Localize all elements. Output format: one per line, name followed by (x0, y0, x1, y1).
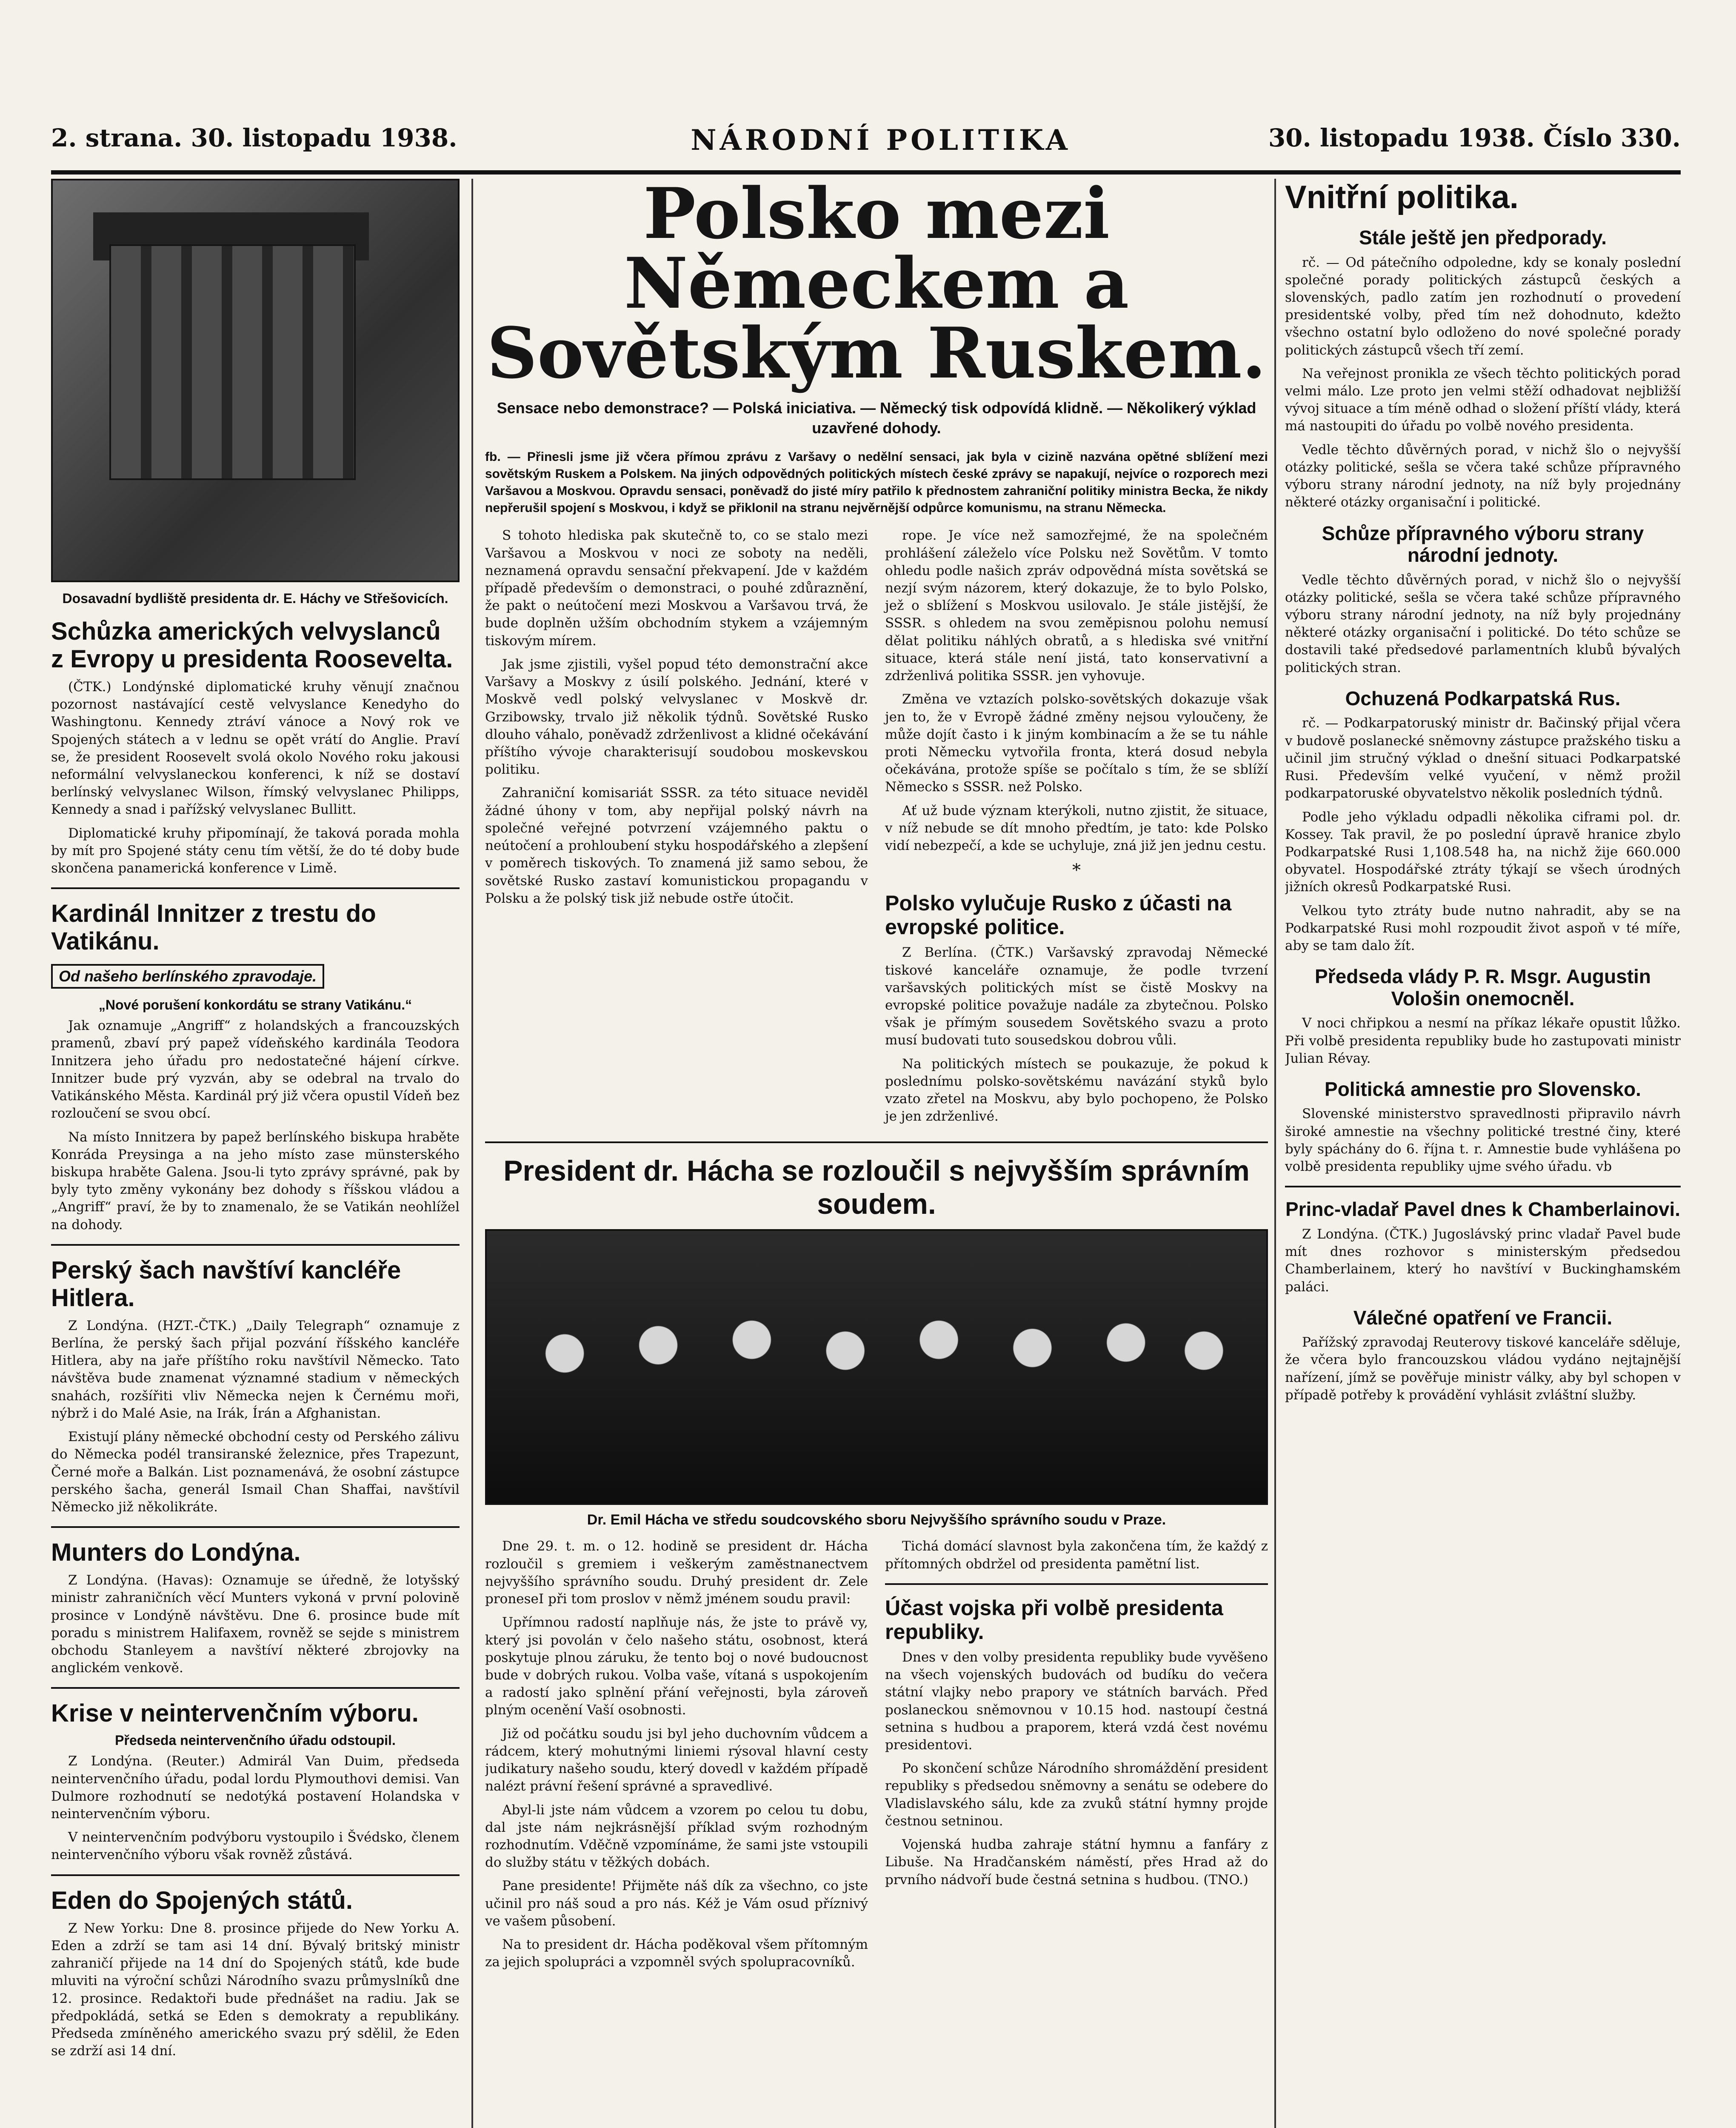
court-group-photo (485, 1229, 1268, 1505)
article-title: President dr. Hácha se rozloučil s nejvyšším správním soudem. (503, 1155, 1250, 1221)
lead-paragraph: fb. — Přinesli jsme již včera přímou zprávu z Varšavy o nedělní sensaci, jak byla v cizině nazvána opětné sblížení mezi sovětským Ruskem a Polskem. Na jiných odpovědných politických místech české zprávy se napakují, nejvíce o rozporech mezi Varšavou a Moskvou. Opravdu sensaci, poněvadž do jisté míry patřilo k přednostem zahraniční politiky ministra Becka, že nikdy nepřerušil spojení s Moskvou, i když se přiklonil na stranu nejvěrnější odpůrce komunismu, na stranu Německa. (485, 449, 1268, 515)
article-title: Stále ještě jen předporady. (1359, 226, 1607, 249)
divider (51, 1244, 460, 1246)
right-column (1285, 179, 1681, 2128)
residence-photo (51, 179, 460, 582)
article-text: Ať už bude význam kterýkoli, nutno zjistit, že situace, v níž nebude se dít mnoho předtím, je tato: kde Polsko vidí nebezpečí, a kde se uchyluje, zná již jen jednu cestu. (885, 803, 1268, 854)
left-column (51, 179, 460, 2128)
article-title: Předseda vlády P. R. Msgr. Augustin Vološin onemocněl. (1315, 965, 1651, 1010)
article-text: Abyl-li jste nám vůdcem a vzorem po celou tu dobu, dal jste nám nejkrásnější příklad svým rozhodným rozhodnutím. Vděčně vzpomínáme, že sami jste vstoupili do služby státu v těžkých dobách. (485, 1802, 868, 1871)
article-title: Válečné opatření ve Francii. (1353, 1306, 1613, 1329)
article-text: Podle jeho výkladu odpadli několika ciframi pol. dr. Kossey. Tak pravil, že po poslední úpravě hranice zbylo Podkarpatské Rusi 1,108.548 ha, na nichž žije 660.000 obyvatel. Hospodářské ztráty týkají se všech úrodných jižních okresů Podkarpatské Rusi. (1285, 809, 1681, 895)
column-rule (471, 179, 473, 2128)
divider (885, 1583, 1268, 1585)
lead-subheadline: Sensace nebo demonstrace? — Polská iniciativa. — Německý tisk odpovídá klidně. — Několikerý výklad uzavřené dohody. (497, 399, 1256, 437)
article-title: Politická amnestie pro Slovensko. (1325, 1078, 1641, 1100)
hacha-body (485, 1538, 1268, 1977)
article-text: Změna ve vztazích polsko-sovětských dokazuje však jen to, že v Evropě žádné změny nejsou vyloučeny, že může dojít často i k jiným kombinacím a že se tu náhle proti Německu vytvořila fronta, která dosud nebyla očekávána, protože spíše se počítalo s tím, že se sblíží Německo s SSSR. než Polsko. (885, 692, 1268, 795)
lead-headline: Polsko mezi Německem a Sovětským Ruskem. (487, 179, 1266, 394)
article-text: Slovenské ministerstvo spravedlnosti připravilo návrh široké amnestie na všechny politické trestné činy, které byly spáchány do 6. října t. r. Amnestie bude vyhlášena po volbě presidenta republiky ujme svého úřadu. vb (1285, 1106, 1681, 1175)
photo-caption: Dosavadní bydliště presidenta dr. E. Háchy ve Střešovicích. (62, 591, 448, 606)
article-title: Perský šach navštíví kancléře Hitlera. (51, 1256, 401, 1312)
correspondent-label: Od našeho berlínského zpravodaje. (51, 964, 324, 989)
article-title: Schůzka amerických velvyslanců z Evropy u presidenta Roosevelta. (51, 618, 453, 673)
newspaper-title: NÁRODNÍ POLITIKA (691, 123, 1071, 157)
article-text: V neintervenčním podvýboru vystoupilo i Švédsko, členem neintervenčního výboru však rovněž zůstává. (51, 1830, 460, 1863)
divider (51, 887, 460, 889)
divider (485, 1141, 1268, 1143)
article-text: Jak oznamuje „Angriff“ z holandských a francouzských pramenů, zbaví prý papež vídeňského kardinála Teodora Innitzera jeho úřadu pro nedostatečné hájení církve. Innitzer bude prý vyzván, aby se odebral na trvalo do Vatikánského Města. Kardinál prý již včera opustil Vídeň bez rozloučení se svou obcí. (51, 1018, 460, 1121)
article-text: Na politických místech se poukazuje, že pokud k poslednímu polsko-sovětskému navázání styků bylo vzato zřetel na Moskvu, aby bylo pochopeno, že Polsko je jen zdrženlivé. (885, 1056, 1268, 1124)
article-title: Princ-vladař Pavel dnes k Chamberlainovi. (1285, 1198, 1681, 1221)
article-text: Již od počátku soudu jsi byl jeho duchovním vůdcem a rádcem, který mohutnými liniemi rýsoval hlavní cesty judikatury našeho soudu, který dovedl v každém případě nalézt právní řešení správné a spravedlivé. (485, 1726, 868, 1794)
article-text: Pařížský zpravodaj Reuterovy tiskové kanceláře sděluje, že včera bylo francouzskou vládou vydáno nejtajnější nařízení, jímž se pověřuje ministr války, aby byl schopen v případě potřeby k provádění vyhlásit zvláštní služby. (1285, 1335, 1681, 1403)
hacha-left-column (485, 1538, 868, 1977)
divider (51, 1526, 460, 1528)
article-text: Na místo Innitzera by papež berlínského biskupa hraběte Konráda Preysinga a na jeho místo zase münsterského biskupa hraběte Galena. Jsou-li tyto zprávy správné, pak by byly tyto změny vykonány bez dohody s říšskou vládou a „Angriff“ praví, že by to znamenalo, že se Vatikán neohlížel na dohody. (51, 1129, 460, 1233)
kicker: Předseda neintervenčního úřadu odstoupil. (115, 1733, 396, 1748)
article-text: Upřímnou radostí naplňuje nás, že jste to právě vy, který jsi povolán v čelo našeho státu, osobnost, která poskytuje plnou záruku, že tento boj o nové budoucnost bude v dobrých rukou. Volba vaše, vítaná s uspokojením a radostí jako splnění přání veřejnosti, byla zároveň plným ocenění Vaší osobnosti. (485, 1615, 868, 1718)
article-text: Z Berlína. (ČTK.) Varšavský zpravodaj Německé tiskové kanceláře oznamuje, že podle tvrzení varšavských politických míst se čistě Moskvy na evropské politice považuje nadále za zbytečnou. Polsko však je přímým sousedem Sovětského svazu a proto musí budovati tuto sousedskou dobrou vůli. (885, 945, 1268, 1048)
kicker: „Nové porušení konkordátu se strany Vatikánu.“ (98, 997, 412, 1013)
article-text: (ČTK.) Londýnské diplomatické kruhy věnují značnou pozornost nastávající cestě velvyslance Kenedyho do Washingtonu. Kennedy ztráví vánoce a Nový rok ve Spojených státech a v lednu se opět vrátí do Anglie. Praví se, že president Roosevelt svolá okolo Nového roku jakousi neformální velvyslaneckou konferenci, k níž se dostaví berlínský velvyslanec Wilson, římský velvyslanec Philipps, Kennedy a snad i pařížský velvyslanec Bullitt. (51, 679, 460, 818)
section-title: Vnitřní politika. (1285, 179, 1519, 215)
article-title: Ochuzená Podkarpatská Rus. (1345, 687, 1621, 709)
lead-right-column (885, 527, 1268, 1131)
article-text: Vedle těchto důvěrných porad, v nichž šlo o nejvyšší otázky politické, sešla se včera také schůze přípravného výboru strany národní jednoty, na níž byly projednány některé otázky organisační i politické. Do této schůze se dostavili také předsedové parlamentních klubů bývalých politických stran. (1285, 572, 1681, 675)
article-title: Polsko vylučuje Rusko z účasti na evropské politice. (885, 891, 1232, 939)
house-shape (109, 244, 356, 480)
article-title: Munters do Londýna. (51, 1539, 301, 1567)
photo-caption: Dr. Emil Hácha ve středu soudcovského sboru Nejvyššího správního soudu v Praze. (587, 1512, 1166, 1528)
article-text: V noci chřipkou a nesmí na příkaz lékaře opustit lůžko. Při volbě presidenta republiky bude ho zastupovati ministr Julian Révay. (1285, 1015, 1681, 1066)
divider (1285, 1186, 1681, 1187)
article-text: Z Londýna. (ČTK.) Jugoslávský princ vladař Pavel bude mít dnes rozhovor s ministerským předsedou Chamberlainem, který ho navštíví v Buckinghamském paláci. (1285, 1226, 1681, 1295)
article-text: Diplomatické kruhy připomínají, že taková porada mohla by mít pro Spojené státy cenu tím větší, že do té doby bude skončena panamerická konference v Limě. (51, 825, 460, 876)
article-text: Zahraniční komisariát SSSR. za této situace neviděl žádné úhony v tom, aby nepřijal polský návrh na společné veřejné potvrzení vzájemného paktu o neútočení a prohloubení styku hospodářského a zlepšení v poměrech tiskových. To znamená již samo sebou, že sovětské Rusko zastaví komunistickou propagandu v Polsku a že polský tisk již nebude ostře útočit. (485, 785, 868, 906)
article-text: Jak jsme zjistili, vyšel popud této demonstrační akce Varšavy a Moskvy z úsilí polského. Jednání, které v Moskvě vedl polský velvyslanec v Moskvě dr. Grzibowsky, trvalo již několik týdnů. Sovětské Rusko dlouho váhalo, poněvadž zdrženlivost a klidné očekávání příštího vývoje charakterisují soudobou moskevskou politiku. (485, 656, 868, 778)
article-text: Tichá domácí slavnost byla zakončena tím, že každý z přítomných obdržel od presidenta pamětní list. (885, 1539, 1268, 1572)
article-text: rč. — Podkarpatoruský ministr dr. Bačinský přijal včera v budově poslanecké sněmovny zástupce pražského tisku a učinil jim stručný výklad o dnešní situaci Podkarpatské Rusi. Především velké vyučení, v němž prožil podkarpatoruské obyvatelstvo několik posledních týdnů. (1285, 715, 1681, 801)
article-text: Vedle těchto důvěrných porad, v nichž šlo o nejvyšší otázky politické, sešla se včera také schůze přípravného výboru strany národní jednoty, na níž byly projednány některé otázky organisační i politické. (1285, 442, 1681, 510)
article-title: Eden do Spojených států. (51, 1886, 353, 1914)
article-text: Dne 29. t. m. o 12. hodině se president dr. Hácha rozloučil s gremiem i veškerým zaměstnanectvem nejvyššího správního soudu. Druhý president dr. Zele proneseI při tom proslov v němž jménem soudu pravil: (485, 1539, 868, 1607)
issue-info: 30. listopadu 1938. Číslo 330. (1268, 123, 1681, 152)
article-text: S tohoto hlediska pak skutečně to, co se stalo mezi Varšavou a Moskvou v noci ze soboty na neděli, neznamená opravdu sensační překvapení. Jde v každém případě především o demonstraci, o pouhé zdůraznění, že pakt o neútočení mezi Moskvou a Varšavou trvá, že bude doplněn užším obchodním stykem a vzájemným tiskovým mírem. (485, 528, 868, 649)
article-text: Po skončení schůze Národního shromáždění president republiky s předsedou sněmovny a senátu se odebere do Vladislavského sálu, kde za zvuků státní hymny projde čestnou setninou. (885, 1761, 1268, 1829)
divider (51, 1687, 460, 1689)
masthead (51, 106, 1681, 174)
center-columns (485, 179, 1268, 2128)
divider (51, 1874, 460, 1876)
article-title: Kardinál Innitzer z trestu do Vatikánu. (51, 900, 376, 955)
article-text: Na to president dr. Hácha poděkoval všem přítomným za jejich spolupráci a vzpomněl svých spolupracovníků. (485, 1937, 868, 1970)
article-title: Krise v neintervenčním výboru. (51, 1699, 419, 1728)
page-info: 2. strana. 30. listopadu 1938. (51, 123, 457, 152)
article-text: Z Londýna. (Reuter.) Admirál Van Duim, předseda neintervenčního úřadu, podal lordu Plymouthovi demisi. Van Dulmore rozhodnutí se nedotýká postavení Holandska v neintervenčním výboru. (51, 1753, 460, 1822)
article-title: Účast vojska při volbě presidenta republiky. (885, 1596, 1223, 1644)
column-rule (1274, 179, 1276, 2128)
article-title: Schůze přípravného výboru strany národní jednoty. (1322, 522, 1644, 566)
article-text: Z New Yorku: Dne 8. prosince přijede do New Yorku A. Eden a zdrží se tam asi 14 dní. Bývalý britský ministr zahraničí přijede na 14 dní do Spojených států, kde bude mluviti na výroční schůzi Národního svazu průmyslníků dne 12. prosince. Redaktoři bude přednášet na radiu. Jak se předpokládá, setká se Eden s demokraty a republikány. Předseda zmíněného amerického svazu prý sdělil, že Eden se zdrží asi 14 dní. (51, 1920, 460, 2059)
article-text: Dnes v den volby presidenta republiky bude vyvěšeno na všech vojenských budovách od budíku do večera státní vlajky nebo prapory ve státních barvách. Před poslaneckou sněmovnou v 10.15 hod. nastoupí čestná setnina s hudbou a praporem, která vzdá čest novému presidentovi. (885, 1649, 1268, 1753)
article-text: Pane presidente! Přijměte náš dík za všechno, co jste učinil pro náš soud a pro nás. Kéž je Vám osud příznivý ve vašem působení. (485, 1878, 868, 1929)
article-text: Vojenská hudba zahraje státní hymnu a fanfáry z Libuše. Na Hradčanském náměstí, přes Hrad až do prvního nádvoří bude čestná setnina s hudbou. (TNO.) (885, 1837, 1268, 1888)
article-text: Z Londýna. (HZT.-ČTK.) „Daily Telegraph“ oznamuje z Berlína, že perský šach přijal pozvání říšského kancléře Hitlera, aby na jaře příštího roku navštívil Německo. Tato návštěva bude znamenat významné stadium v německých snahách, rozšířiti vliv Německa nejen k Černému moři, nýbrž i do Malé Asie, na Irák, Írán a Afghanistan. (51, 1318, 460, 1421)
lead-left-column (485, 527, 868, 1131)
article-text: Z Londýna. (Havas): Oznamuje se úředně, že lotyšský ministr zahraničních věcí Munters vykoná v první polovině prosince v Londýně návštěvu. Dne 6. prosince bude mít poradu s ministrem Halifaxem, rovněž se sejde s ministrem obchodu Stanleyem a navštíví některé zbrojovky na anglickém venkově. (51, 1573, 460, 1676)
article-text: Velkou tyto ztráty bude nutno nahradit, aby se na Podkarpatské Rusi mohl rozpoudit život aspoň v té míře, aby se tam dalo žít. (1285, 903, 1681, 954)
hacha-right-column (885, 1538, 1268, 1977)
article-text: rope. Je více než samozřejmé, že na společném prohlášení záleželo více Polsku než Sovětům. V tomto ohledu podle našich zpráv odpovědná místa sovětská se nezjí svým názorem, který dokazuje, že to bylo Polsko, jež o sblížení s Moskvou usilovalo. Je stále jistější, že SSSR. s ohledem na svou zeměpisnou polohu nemusí dělat politiku náhlých obratů, a s hlediska své vnitřní situace, která stále není jistá, tato konservativní a zdrženlivá politika SSSR. jen vyhovuje. (885, 528, 1268, 684)
article-text: Na veřejnost pronikla ze všech těchto politických porad velmi málo. Lze proto jen velmi stěží odhadovat nejbližší vývoj situace a tím méně odhad o složení příští vlády, která má nastoupiti do úřadu po volbě nového presidenta. (1285, 366, 1681, 434)
article-text: Existují plány německé obchodní cesty od Perského zálivu do Německa podél transiranské železnice, přes Trapezunt, Černé moře a Balkán. List poznamenává, že osobní zástupce perského šacha, generál Ismail Chan Shaffai, navštívil Německo již několikráte. (51, 1429, 460, 1515)
lead-body (485, 527, 1268, 1131)
article-text: rč. — Od pátečního odpoledne, kdy se konaly poslední společné porady politických zástupců českých a slovenských, padlo zatím jen rozhodnutí o provedení presidentské volby, před tím než dohodnuto, kdežto všechno ostatní bylo odloženo do nové společné porady politických zástupců všech tří zemí. (1285, 255, 1681, 358)
separator-star: * (1072, 861, 1081, 881)
